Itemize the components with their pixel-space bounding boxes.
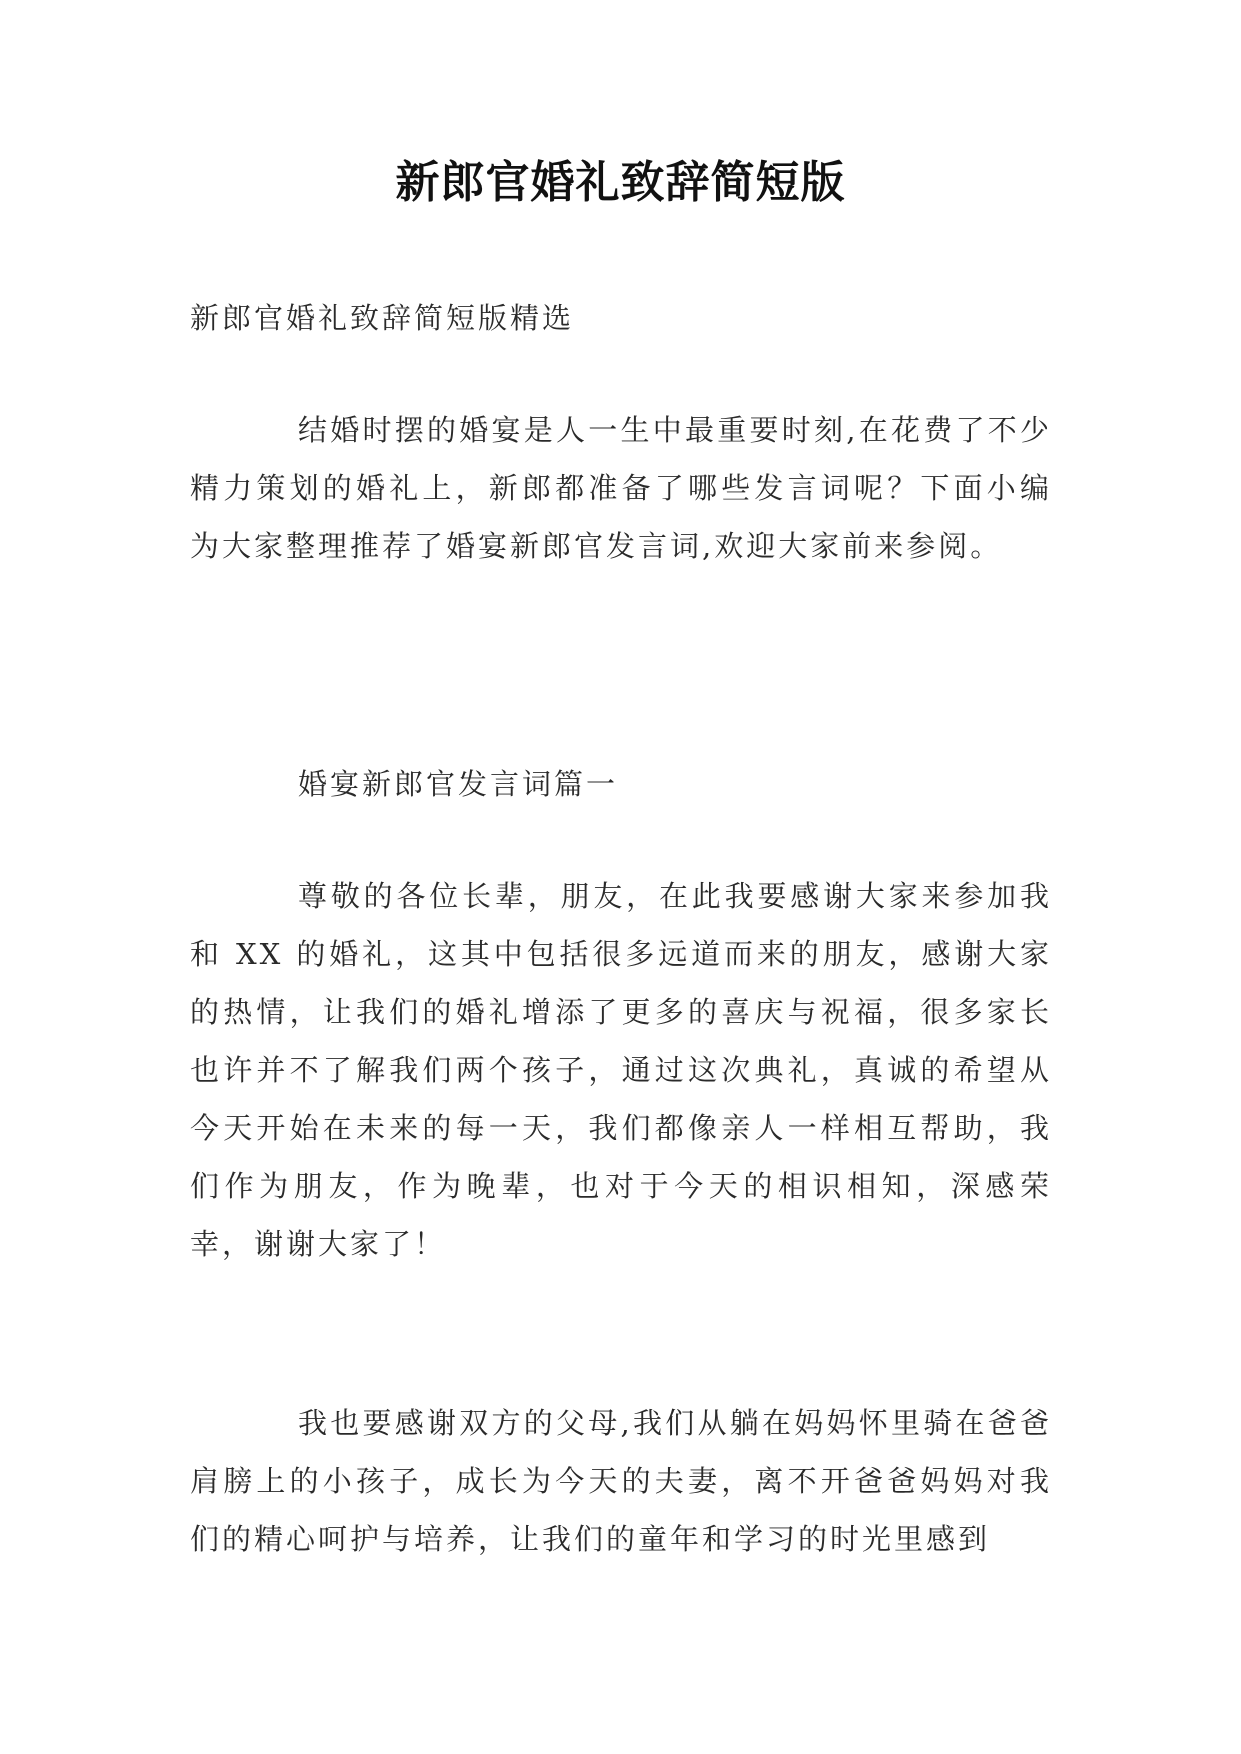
document-subtitle: 新郎官婚礼致辞简短版精选	[190, 301, 575, 335]
intro-paragraph: 结婚时摆的婚宴是人一生中最重要时刻,在花费了不少精力策划的婚礼上，新郎都准备了哪些发言词呢？下面小编为大家整理推荐了婚宴新郎官发言词,欢迎大家前来参阅。	[190, 413, 1052, 563]
section-heading: 婚宴新郎官发言词篇一	[298, 767, 619, 801]
body-paragraph-1: 尊敬的各位长辈，朋友，在此我要感谢大家来参加我和 XX 的婚礼，这其中包括很多远道而来的朋友，感谢大家的热情，让我们的婚礼增添了更多的喜庆与祝福，很多家长也许并不了解我们两个孩子，通过这次典礼，真诚的希望从今天开始在未来的每一天，我们都像亲人一样相互帮助，我们作为朋友，作为晚辈，也对于今天的相识相知，深感荣幸，谢谢大家了！	[190, 879, 1052, 1261]
body-paragraph-2: 我也要感谢双方的父母,我们从躺在妈妈怀里骑在爸爸肩膀上的小孩子，成长为今天的夫妻，离不开爸爸妈妈对我们的精心呵护与培养，让我们的童年和学习的时光里感到	[190, 1406, 1052, 1556]
document-title: 新郎官婚礼致辞简短版	[395, 157, 846, 208]
